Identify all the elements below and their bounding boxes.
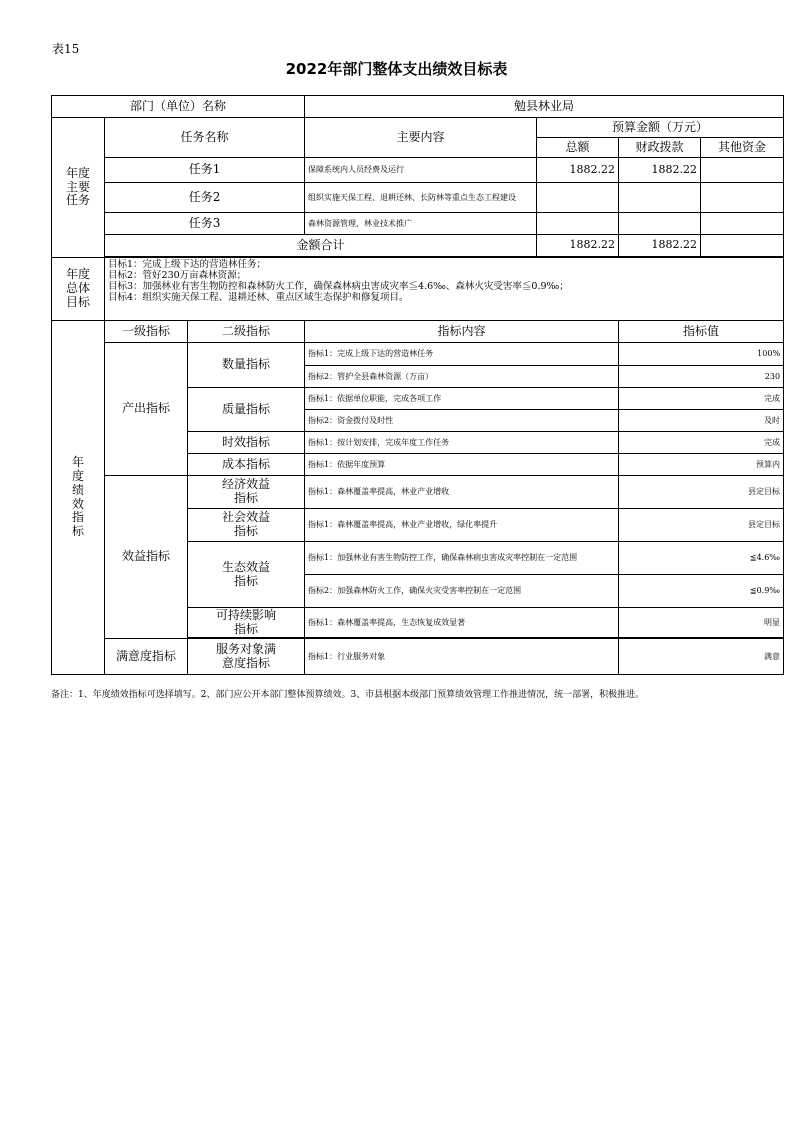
performance-section-label: 年度绩效指标: [52, 321, 105, 675]
task-other: [701, 183, 784, 213]
indicator-content: 指标1：加强林业有害生物防控工作，确保森林病虫害成灾率控制在一定范围: [305, 542, 619, 575]
indicator-value: ≦4.6‰: [619, 542, 784, 575]
overall-goals-text: [105, 258, 784, 321]
annual-tasks-section-label: 年度主要任务: [52, 118, 105, 258]
task-total: 1882.22: [537, 158, 619, 183]
level2-header: 二级指标: [188, 321, 305, 343]
indicator-content: 指标2：加强森林防火工作，确保火灾受害率控制在一定范围: [305, 575, 619, 608]
task-other: [701, 158, 784, 183]
amount-total-label: 金额合计: [105, 235, 537, 257]
performance-target-table: [51, 95, 784, 675]
indicator-value: 完成: [619, 432, 784, 454]
cost-indicators-label: 成本指标: [188, 454, 305, 476]
task-other: [701, 213, 784, 235]
amount-total-sum: 1882.22: [537, 235, 619, 257]
indicator-content: 指标1：森林覆盖率提高，林业产业增收，绿化率提升: [305, 509, 619, 542]
indicator-value: 满意: [619, 639, 784, 675]
indicator-content: 指标1：森林覆盖率提高，生态恢复成效显著: [305, 608, 619, 638]
task-total: [537, 213, 619, 235]
page-title: 2022年部门整体支出绩效目标表: [285, 60, 508, 78]
indicator-value: 完成: [619, 388, 784, 410]
task-total: [537, 183, 619, 213]
indicator-value: 230: [619, 366, 784, 388]
indicator-value: 及时: [619, 410, 784, 432]
sustainable-indicators-label: 可持续影响指标: [188, 608, 305, 638]
indicator-content: 指标1：依据年度预算: [305, 454, 619, 476]
quality-indicators-label: 质量指标: [188, 388, 305, 432]
task-content: 组织实施天保工程、退耕还林、长防林等重点生态工程建设: [305, 183, 537, 213]
task-fiscal: [619, 213, 701, 235]
indicator-content: 指标1：行业服务对象: [305, 639, 619, 675]
indicator-content: 指标2：资金拨付及时性: [305, 410, 619, 432]
indicator-content: 指标1：依据单位职能，完成各项工作: [305, 388, 619, 410]
timeliness-indicators-label: 时效指标: [188, 432, 305, 454]
goal-line: 目标1：完成上级下达的营造林任务；: [108, 259, 267, 270]
service-satisfaction-label: 服务对象满意度指标: [188, 639, 305, 675]
dept-name-value: 勉县林业局: [305, 96, 784, 118]
indicator-content: 指标1：完成上级下达的营造林任务: [305, 343, 619, 366]
task-name: 任务3: [105, 213, 305, 235]
dept-name-label: 部门（单位）名称: [52, 96, 305, 118]
indicator-content: 指标2：管护全县森林资源（万亩）: [305, 366, 619, 388]
indicator-value-header: 指标值: [619, 321, 784, 343]
task-content: 保障系统内人员经费及运行: [305, 158, 537, 183]
goal-line: 目标3：加强林业有害生物防控和森林防火工作，确保森林病虫害成灾率≦4.6‰、森林火灾受害率≦0.9‰；: [108, 280, 569, 292]
task-name: 任务2: [105, 183, 305, 213]
indicator-value: ≦0.9‰: [619, 575, 784, 608]
other-funds-header: 其他资金: [701, 138, 784, 158]
amount-other-sum: [701, 235, 784, 257]
footnote: 备注：1、年度绩效指标可选择填写。2、部门应公开本部门整体预算绩效。3、市县根据本级部门预算绩效管理工作推进情况，统一部署，积极推进。: [51, 690, 645, 700]
indicator-content-header: 指标内容: [305, 321, 619, 343]
indicator-value: 100%: [619, 343, 784, 366]
indicator-value: 明显: [619, 608, 784, 638]
social-indicators-label: 社会效益指标: [188, 509, 305, 542]
budget-amount-header: 预算金额（万元）: [537, 118, 784, 138]
table-number: 表15: [52, 42, 80, 56]
task-name-header: 任务名称: [105, 118, 305, 158]
total-amount-header: 总额: [537, 138, 619, 158]
indicator-value: 县定目标: [619, 509, 784, 542]
output-indicators-label: 产出指标: [105, 343, 188, 476]
amount-fiscal-sum: 1882.22: [619, 235, 701, 257]
task-fiscal: [619, 183, 701, 213]
indicator-content: 指标1：森林覆盖率提高，林业产业增收: [305, 476, 619, 509]
indicator-value: 预算内: [619, 454, 784, 476]
task-name: 任务1: [105, 158, 305, 183]
task-fiscal: 1882.22: [619, 158, 701, 183]
benefit-indicators-label: 效益指标: [105, 476, 188, 639]
economic-indicators-label: 经济效益指标: [188, 476, 305, 509]
task-content: 森林资源管理、林业技术推广: [305, 213, 537, 235]
goal-line: 目标2：管好230万亩森林资源；: [108, 269, 247, 281]
indicator-value: 县定目标: [619, 476, 784, 509]
quantity-indicators-label: 数量指标: [188, 343, 305, 388]
level1-header: 一级指标: [105, 321, 188, 343]
goal-line: 目标4：组织实施天保工程、退耕还林、重点区域生态保护和修复项目。: [108, 291, 409, 303]
satisfaction-indicators-label: 满意度指标: [105, 639, 188, 675]
fiscal-allocation-header: 财政拨款: [619, 138, 701, 158]
ecological-indicators-label: 生态效益指标: [188, 542, 305, 608]
main-content-header: 主要内容: [305, 118, 537, 158]
overall-goals-section-label: 年度总体目标: [52, 258, 105, 321]
indicator-content: 指标1：按计划安排，完成年度工作任务: [305, 432, 619, 454]
